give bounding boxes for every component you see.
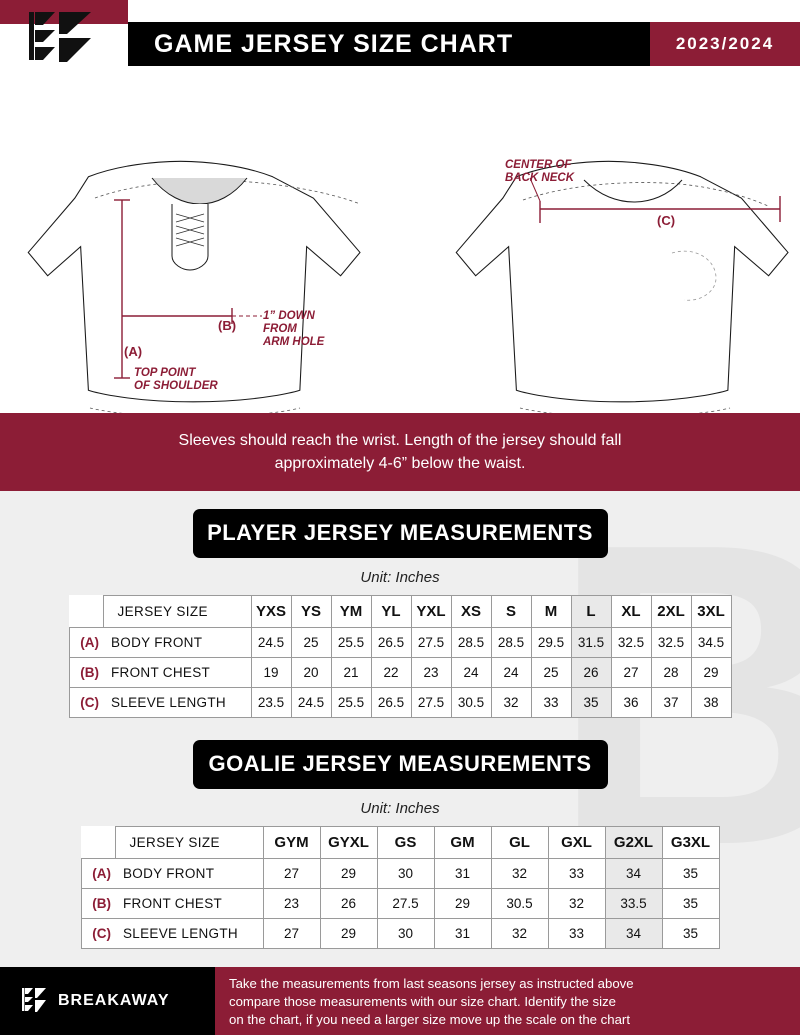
table-corner-spacer [81,827,115,859]
measurement-cell: 23.5 [251,688,291,718]
measurement-cell: 28 [651,658,691,688]
measurement-cell: 32 [491,919,548,949]
jersey-diagram-svg [0,78,800,413]
measurement-cell: 31.5 [571,628,611,658]
season-badge: 2023/2024 [650,22,800,66]
measurement-cell: 25 [531,658,571,688]
measurement-cell: 32 [491,859,548,889]
measurement-cell: 26 [320,889,377,919]
player-measurements-table [69,595,732,718]
footer-instructions-line1: Take the measurements from last seasons jersey as instructed above [229,976,634,991]
breakaway-b-logo-icon [29,8,99,70]
measurement-cell: 25.5 [331,628,371,658]
measurement-cell: 29.5 [531,628,571,658]
measurement-cell: 26 [571,658,611,688]
measurement-cell: 34 [605,859,662,889]
fit-note-line1: Sleeves should reach the wrist. Length of the jersey should fall [178,432,622,449]
table-corner-spacer [69,596,103,628]
measurement-cell: 36 [611,688,651,718]
fit-note-line2: approximately 4-6” below the waist. [274,455,526,473]
player-unit-label: Unit: Inches [360,569,440,587]
column-header-gxl: GXL [548,827,605,859]
note-arm-hole-line1: 1” DOWN [263,310,315,322]
goalie-unit-label: Unit: Inches [360,800,440,818]
row-label: FRONT CHEST [103,658,251,688]
column-header-xl: XL [611,596,651,628]
measurement-cell: 33.5 [605,889,662,919]
footer-instructions-line3: on the chart, if you need a larger size move up the scale on the chart [229,1012,630,1028]
measurement-cell: 27 [263,919,320,949]
row-label: BODY FRONT [115,859,263,889]
goalie-section-heading: GOALIE JERSEY MEASUREMENTS [193,740,608,789]
column-header-xs: XS [451,596,491,628]
measurement-cell: 34.5 [691,628,731,658]
goalie-measurements-table [81,826,720,949]
column-header-jersey-size: JERSEY SIZE [103,596,251,628]
measurement-cell: 30.5 [451,688,491,718]
measurement-cell: 23 [411,658,451,688]
measurement-cell: 27.5 [411,628,451,658]
table-row [81,859,719,889]
table-row [69,688,731,718]
row-label: BODY FRONT [103,628,251,658]
column-header-gym: GYM [263,827,320,859]
column-header-gs: GS [377,827,434,859]
footer-instructions-line2: compare those measurements with our size chart. Identify the size [229,994,617,1010]
label-a: (A) [124,344,143,359]
footer-instructions [215,967,800,1035]
measurement-cell: 33 [548,919,605,949]
column-header-3xl: 3XL [691,596,731,628]
column-header-gyxl: GYXL [320,827,377,859]
measurement-cell: 25.5 [331,688,371,718]
page-footer [0,967,800,1035]
measurement-cell: 34 [605,919,662,949]
measurement-cell: 31 [434,859,491,889]
row-tag: (B) [81,889,115,919]
measurement-cell: 24.5 [251,628,291,658]
measurement-cell: 27 [263,859,320,889]
measurement-cell: 35 [662,889,719,919]
note-shoulder-line1: TOP POINT [134,367,196,379]
measurement-cell: 32.5 [611,628,651,658]
column-header-yxs: YXS [251,596,291,628]
goalie-jersey-section [0,718,800,949]
measurement-cell: 32 [548,889,605,919]
note-arm-hole-line2: FROM [263,323,297,335]
measurement-cell: 27.5 [377,889,434,919]
column-header-g2xl: G2XL [605,827,662,859]
measurement-cell: 20 [291,658,331,688]
page-title: GAME JERSEY SIZE CHART [154,29,514,58]
measurement-cell: 21 [331,658,371,688]
label-b: (B) [218,318,237,333]
column-header-m: M [531,596,571,628]
measurement-cell: 35 [571,688,611,718]
column-header-s: S [491,596,531,628]
measurement-cell: 27.5 [411,688,451,718]
brand-logo [0,0,128,78]
measurement-cell: 33 [531,688,571,718]
measurement-cell: 38 [691,688,731,718]
measurement-cell: 26.5 [371,688,411,718]
measurement-cell: 25 [291,628,331,658]
row-tag: (A) [81,859,115,889]
row-label: SLEEVE LENGTH [103,688,251,718]
fit-note-band [0,413,800,491]
footer-brand [0,967,215,1035]
column-header-yxl: YXL [411,596,451,628]
measurement-cell: 30 [377,859,434,889]
table-row [81,889,719,919]
column-header-ym: YM [331,596,371,628]
note-arm-hole-line3: ARM HOLE [263,336,325,348]
row-label: FRONT CHEST [115,889,263,919]
measurement-cell: 33 [548,859,605,889]
measurement-cell: 28.5 [491,628,531,658]
note-shoulder-line2: OF SHOULDER [134,380,218,392]
table-row [81,919,719,949]
measurement-cell: 30.5 [491,889,548,919]
measurement-cell: 23 [263,889,320,919]
measurement-cell: 32.5 [651,628,691,658]
measurement-cell: 19 [251,658,291,688]
player-jersey-section [0,491,800,718]
measurement-cell: 24.5 [291,688,331,718]
page-header [0,0,800,78]
column-header-gm: GM [434,827,491,859]
row-tag: (C) [81,919,115,949]
column-header-jersey-size: JERSEY SIZE [115,827,263,859]
column-header-ys: YS [291,596,331,628]
measurement-cell: 29 [320,859,377,889]
measurement-cell: 35 [662,859,719,889]
measurement-cell: 29 [320,919,377,949]
measurement-cell: 24 [451,658,491,688]
column-header-gl: GL [491,827,548,859]
measurement-cell: 26.5 [371,628,411,658]
footer-brand-name: BREAKAWAY [58,992,170,1009]
label-c: (C) [657,213,676,228]
table-header-row [69,596,731,628]
column-header-yl: YL [371,596,411,628]
row-tag: (B) [69,658,103,688]
row-label: SLEEVE LENGTH [115,919,263,949]
row-tag: (C) [69,688,103,718]
row-tag: (A) [69,628,103,658]
column-header-g3xl: G3XL [662,827,719,859]
table-header-row [81,827,719,859]
measurement-cell: 29 [691,658,731,688]
measurement-cell: 24 [491,658,531,688]
measurement-cell: 28.5 [451,628,491,658]
measurement-cell: 22 [371,658,411,688]
column-header-2xl: 2XL [651,596,691,628]
label-center-back-neck-line1: CENTER OF [505,159,572,171]
jersey-diagram [0,78,800,413]
table-row [69,658,731,688]
measurement-cell: 35 [662,919,719,949]
measurement-cell: 27 [611,658,651,688]
table-row [69,628,731,658]
label-center-back-neck-line2: BACK NECK [505,172,574,184]
breakaway-b-logo-icon-small [22,986,48,1016]
measurement-cell: 30 [377,919,434,949]
player-section-heading: PLAYER JERSEY MEASUREMENTS [193,509,608,558]
measurement-cell: 37 [651,688,691,718]
measurement-cell: 32 [491,688,531,718]
column-header-l: L [571,596,611,628]
measurement-cell: 29 [434,889,491,919]
measurement-cell: 31 [434,919,491,949]
